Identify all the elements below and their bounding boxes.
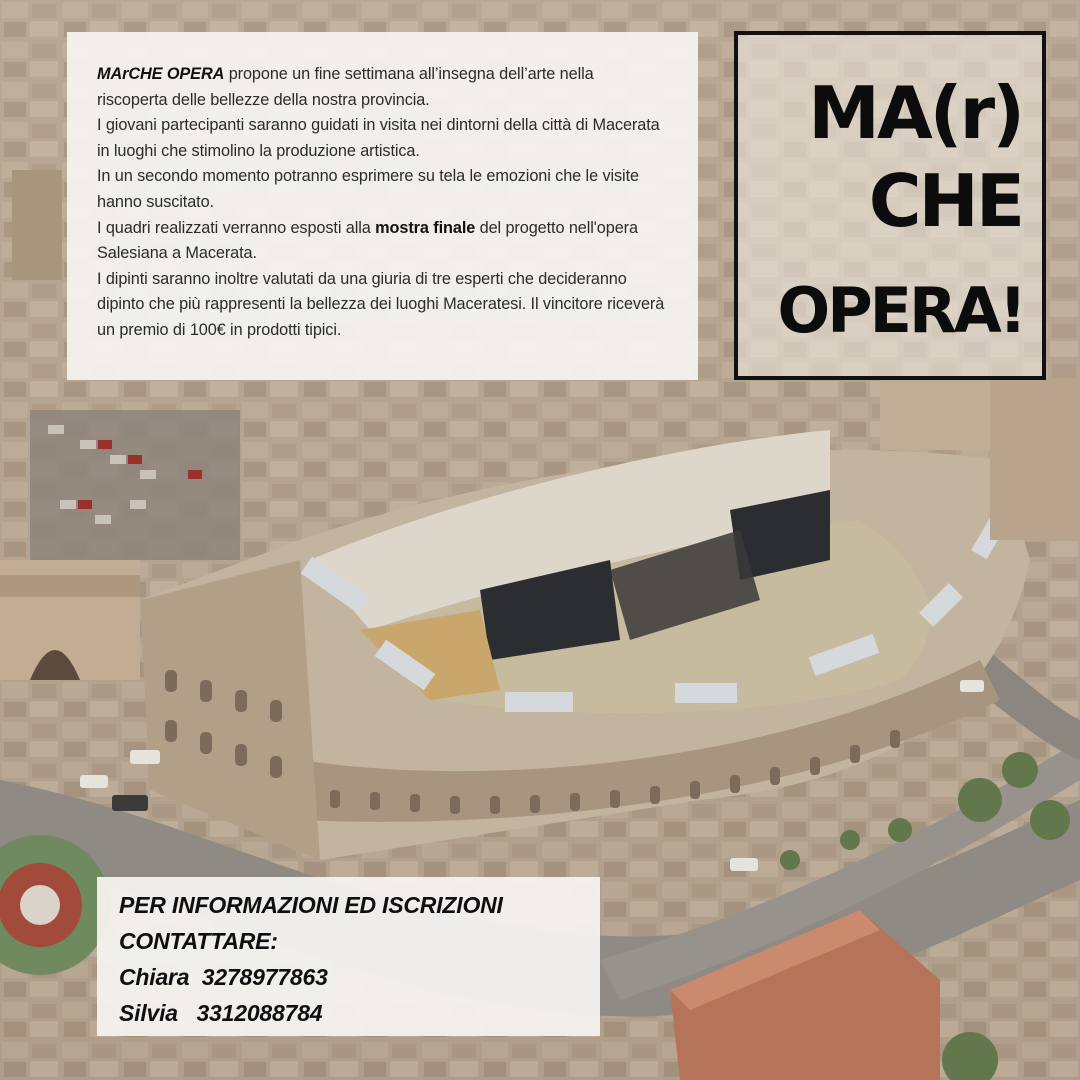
- description-final-exhibition: mostra finale: [375, 218, 476, 237]
- contact-heading: PER INFORMAZIONI ED ISCRIZIONI: [119, 892, 503, 918]
- description-jury-prize: I dipinti saranno inoltre valutati da una giuria di tre esperti che decideranno dipinto che più rappresenti la bellezza dei luoghi Maceratesi. Il vincitore riceverà un premio di 100€ in prodotti tipici.: [97, 269, 665, 339]
- description-guided-visits: I giovani partecipanti saranno guidati in visita nei dintorni della città di Macerata in luoghi che stimolino la produzione artistica.: [97, 116, 660, 160]
- title-line-3: OPERA!: [777, 274, 1024, 347]
- brand-name: MArCHE OPERA: [97, 65, 225, 83]
- description-intro: propone un fine settimana all’insegna dell’arte nella riscoperta delle bellezze della nostra provincia.: [97, 65, 594, 109]
- contact-chiara-phone[interactable]: Chiara 3278977863: [119, 964, 328, 990]
- title-box: [734, 31, 1046, 380]
- contact-heading-2: CONTATTARE:: [119, 928, 278, 954]
- title-line-1: MA(r): [808, 71, 1022, 155]
- description-text: [97, 62, 668, 344]
- description-exhibition-before: I quadri realizzati verranno esposti alla: [97, 218, 376, 237]
- description-panel: [67, 32, 698, 380]
- description-painting: In un secondo momento potranno esprimere su tela le emozioni che le visite hanno suscitato.: [97, 167, 639, 211]
- contact-silvia-phone[interactable]: Silvia 3312088784: [119, 1000, 323, 1026]
- contact-panel: [97, 877, 600, 1036]
- description-exhibition-after: del progetto nell'opera Salesiana a Macerata.: [97, 218, 638, 263]
- title-line-2: CHE: [868, 159, 1022, 243]
